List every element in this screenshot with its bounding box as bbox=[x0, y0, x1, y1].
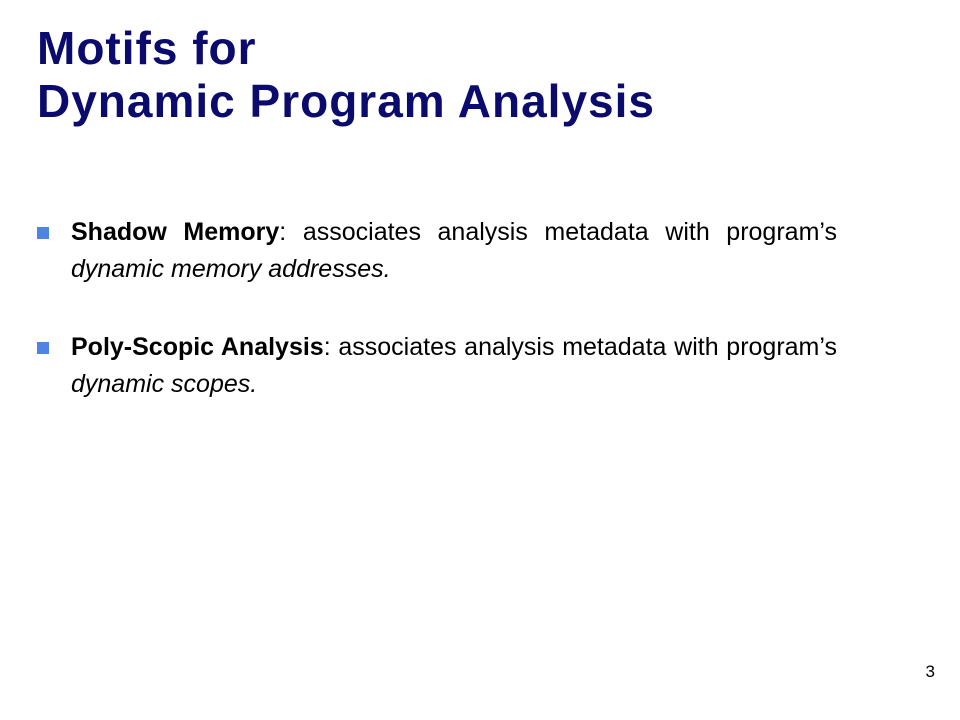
bullet-emphasis: dynamic scopes. bbox=[71, 370, 258, 398]
bullet-emphasis: dynamic memory addresses. bbox=[71, 255, 391, 283]
bullet-description: : associates analysis metadata with program’s bbox=[323, 333, 837, 361]
slide-title-line-2: Dynamic Program Analysis bbox=[37, 75, 655, 127]
bullet-poly-scopic-analysis bbox=[37, 329, 837, 403]
square-bullet-icon bbox=[37, 227, 49, 239]
page-number: 3 bbox=[925, 662, 935, 681]
bullet-list bbox=[37, 214, 837, 444]
bullet-description: : associates analysis metadata with program’s bbox=[279, 218, 837, 246]
square-bullet-icon bbox=[37, 342, 49, 354]
bullet-term: Poly-Scopic Analysis bbox=[71, 333, 324, 361]
slide-title bbox=[37, 22, 917, 128]
bullet-shadow-memory bbox=[37, 214, 837, 288]
slide-title-line-1: Motifs for bbox=[37, 22, 257, 74]
bullet-term: Shadow Memory bbox=[71, 218, 280, 246]
